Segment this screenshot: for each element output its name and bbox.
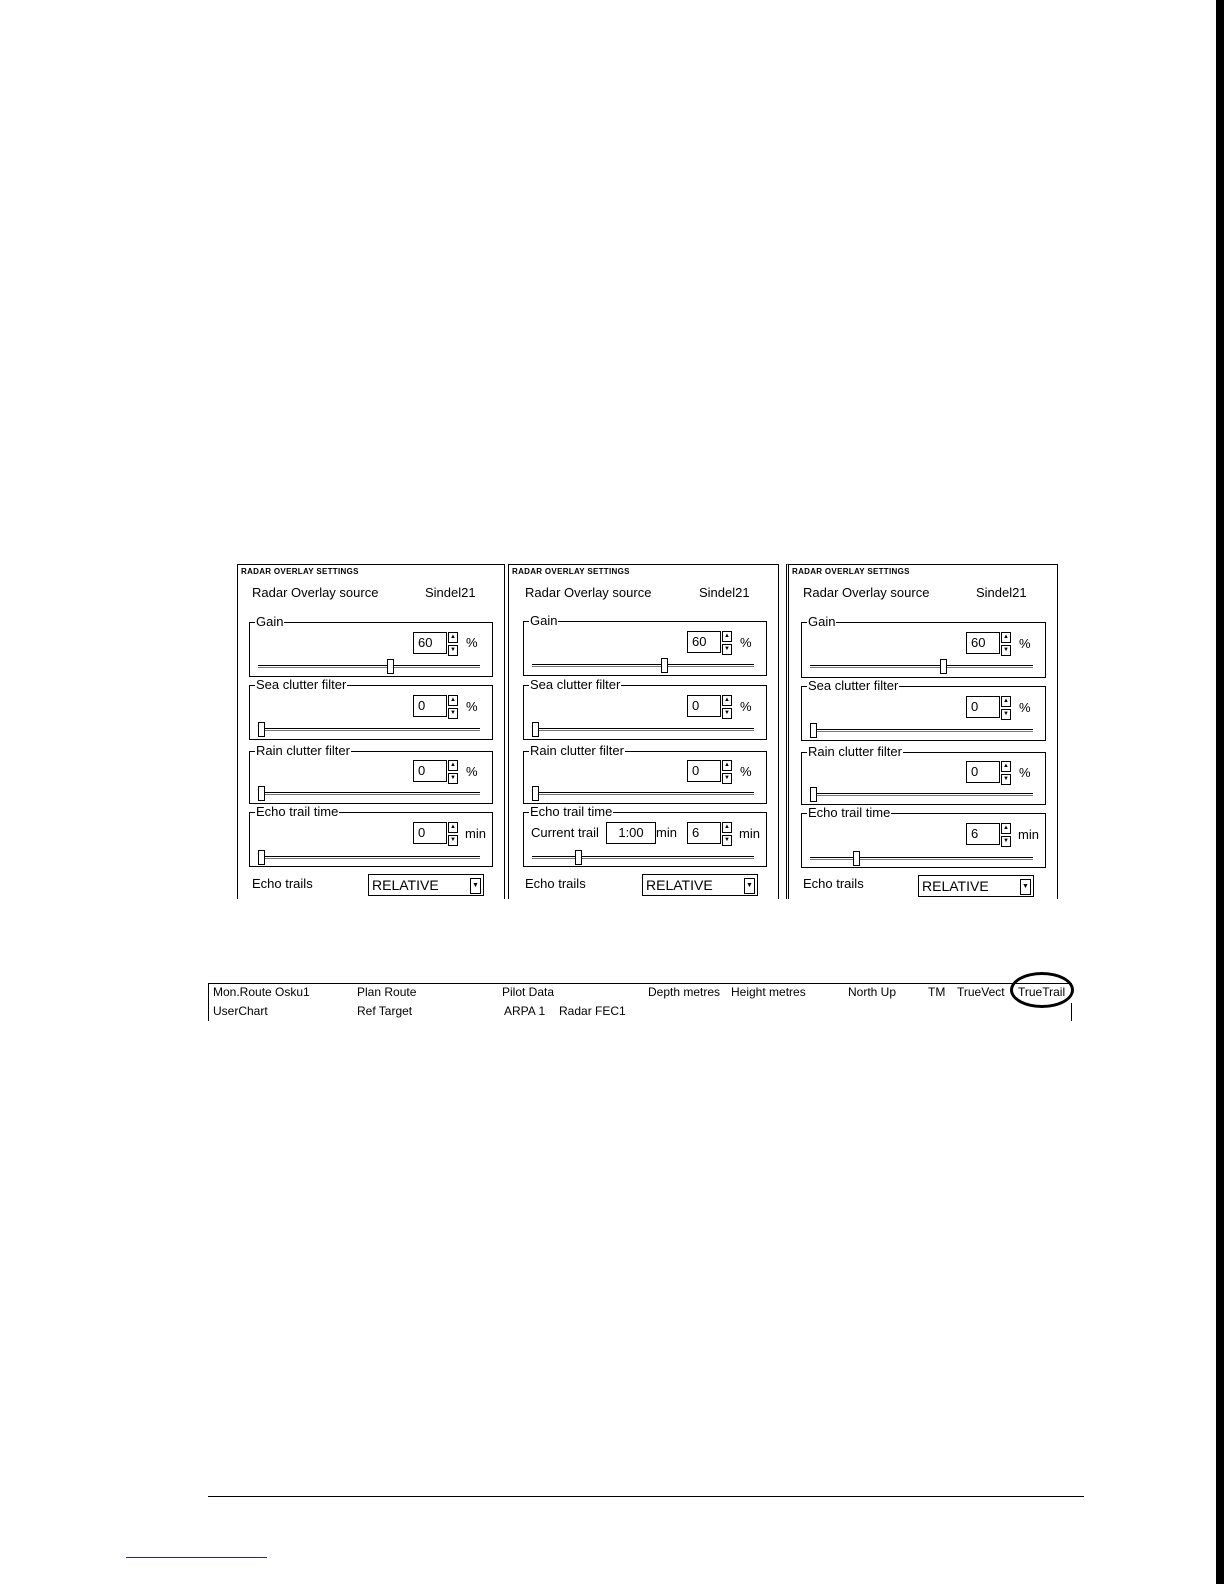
echo-trails-value: RELATIVE [646,877,713,893]
spin-down-icon[interactable]: ▼ [448,708,458,719]
gain-input[interactable]: 60 [966,632,1000,654]
rain-clutter-unit: % [1019,765,1031,780]
rain-clutter-slider-thumb[interactable] [810,787,817,802]
true-trail-label[interactable]: TrueTrail [1018,985,1066,999]
gain-input[interactable]: 60 [687,631,721,653]
pilot-data-label[interactable]: Pilot Data [502,985,555,999]
sea-clutter-label: Sea clutter filter [256,677,347,692]
current-trail-value: 1:00 [606,822,656,844]
spin-up-icon[interactable]: ▲ [722,695,732,706]
sea-clutter-slider-track[interactable] [258,728,480,731]
height-label[interactable]: Height metres [731,985,806,999]
chevron-down-icon[interactable]: ▼ [744,878,755,894]
status-bar [208,983,1072,1021]
echo-trail-time-label: Echo trail time [530,804,613,819]
sea-clutter-slider-thumb[interactable] [810,723,817,738]
radar-overlay-panel-1 [237,564,505,899]
source-value: Sindel21 [699,585,750,600]
gain-label: Gain [530,613,558,628]
rain-clutter-label: Rain clutter filter [530,743,624,758]
radar-label[interactable]: Radar FEC1 [559,1004,626,1018]
sea-clutter-group [801,678,1046,741]
status-bar-top-border [208,983,1072,984]
rain-clutter-slider-track[interactable] [532,792,754,795]
status-bar-left-border [208,983,209,1021]
rain-clutter-slider-thumb[interactable] [258,786,265,801]
sea-clutter-input[interactable]: 0 [966,696,1000,718]
gain-group [801,614,1046,678]
spin-down-icon[interactable]: ▼ [1001,645,1011,656]
rain-clutter-stepper[interactable] [722,760,732,782]
rain-clutter-slider-track[interactable] [810,793,1033,796]
sea-clutter-stepper[interactable] [1001,696,1011,718]
rain-clutter-unit: % [466,764,478,779]
spin-up-icon[interactable]: ▲ [722,822,732,833]
sea-clutter-input[interactable]: 0 [413,695,447,717]
echo-trails-label: Echo trails [803,876,864,891]
echo-trail-time-unit: min [1018,827,1039,842]
echo-trail-time-slider-track[interactable] [258,856,480,859]
echo-trails-select[interactable] [918,875,1034,897]
echo-trail-time-input[interactable]: 6 [966,823,1000,845]
gain-group [249,614,493,677]
spin-down-icon[interactable]: ▼ [722,708,732,719]
echo-trail-time-slider-thumb[interactable] [258,850,265,865]
sea-clutter-label: Sea clutter filter [530,677,621,692]
radar-overlay-panel-2 [508,564,779,899]
gain-slider-thumb[interactable] [387,659,394,674]
sea-clutter-unit: % [1019,700,1031,715]
rain-clutter-input[interactable]: 0 [413,760,447,782]
sea-clutter-slider-thumb[interactable] [258,722,265,737]
footer-link-underline [126,1557,267,1558]
source-label: Radar Overlay source [252,585,379,600]
spin-up-icon[interactable]: ▲ [448,760,458,771]
rain-clutter-group [523,743,767,804]
spin-down-icon[interactable]: ▼ [722,835,732,846]
gain-slider-thumb[interactable] [661,658,668,673]
page-edge [1216,0,1224,1584]
gain-slider-track[interactable] [532,664,754,667]
spin-down-icon[interactable]: ▼ [448,835,458,846]
sea-clutter-label: Sea clutter filter [808,678,899,693]
gain-stepper[interactable] [1001,632,1011,654]
depth-label[interactable]: Depth metres [648,985,721,999]
gain-slider-track[interactable] [810,665,1033,668]
spin-up-icon[interactable]: ▲ [448,632,458,643]
highlight-circle [1010,972,1074,1008]
footer-divider [208,1496,1084,1497]
echo-trails-value: RELATIVE [372,877,439,893]
rain-clutter-group [801,744,1046,805]
spin-up-icon[interactable]: ▲ [722,631,732,642]
gain-input[interactable]: 60 [413,632,447,654]
echo-trail-time-label: Echo trail time [256,804,339,819]
spin-up-icon[interactable]: ▲ [448,822,458,833]
echo-trail-time-input[interactable]: 6 [687,822,721,844]
sea-clutter-group [249,677,493,740]
echo-trail-time-group [523,804,767,867]
echo-trail-time-input[interactable]: 0 [413,822,447,844]
rain-clutter-stepper[interactable] [1001,761,1011,783]
echo-trail-time-slider-track[interactable] [810,857,1033,860]
gain-unit: % [740,635,752,650]
status-bar-right-border [1071,1003,1072,1021]
spin-down-icon[interactable]: ▼ [722,773,732,784]
rain-clutter-group [249,743,493,804]
spin-up-icon[interactable]: ▲ [448,695,458,706]
gain-stepper[interactable] [448,632,458,654]
panel-title: RADAR OVERLAY SETTINGS [241,567,359,576]
gain-slider-track[interactable] [258,665,480,668]
echo-trail-time-group [249,804,493,867]
echo-trail-time-unit: min [465,826,486,841]
panel-title: RADAR OVERLAY SETTINGS [512,567,630,576]
plan-route-label[interactable]: Plan Route [357,985,417,999]
gain-slider-thumb[interactable] [940,659,947,674]
spin-up-icon[interactable]: ▲ [1001,696,1011,707]
sea-clutter-slider-track[interactable] [810,729,1033,732]
echo-trail-time-stepper[interactable] [448,822,458,844]
rain-clutter-input[interactable]: 0 [687,760,721,782]
source-label: Radar Overlay source [525,585,652,600]
sea-clutter-unit: % [466,699,478,714]
chevron-down-icon[interactable]: ▼ [1020,879,1031,895]
spin-down-icon[interactable]: ▼ [1001,709,1011,720]
gain-unit: % [1019,636,1031,651]
source-label: Radar Overlay source [803,585,930,600]
rain-clutter-input[interactable]: 0 [966,761,1000,783]
rain-clutter-slider-thumb[interactable] [532,786,539,801]
rain-clutter-label: Rain clutter filter [808,744,902,759]
echo-trail-time-label: Echo trail time [808,805,891,820]
gain-unit: % [466,635,478,650]
spin-down-icon[interactable]: ▼ [1001,774,1011,785]
sea-clutter-stepper[interactable] [448,695,458,717]
echo-trails-value: RELATIVE [922,878,989,894]
echo-trail-time-stepper[interactable] [722,822,732,844]
rain-clutter-unit: % [740,764,752,779]
gain-stepper[interactable] [722,631,732,653]
sea-clutter-group [523,677,767,740]
current-trail-unit: min [656,825,677,840]
spin-down-icon[interactable]: ▼ [1001,836,1011,847]
sea-clutter-slider-thumb[interactable] [532,722,539,737]
echo-trail-time-slider-track[interactable] [532,856,754,859]
true-vect-label[interactable]: TrueVect [957,985,1005,999]
echo-trail-time-slider-thumb[interactable] [853,851,860,866]
echo-trail-time-slider-thumb[interactable] [575,850,582,865]
radar-overlay-panel-3 [786,564,1058,899]
sea-clutter-unit: % [740,699,752,714]
panel-title: RADAR OVERLAY SETTINGS [792,567,910,576]
echo-trail-time-stepper[interactable] [1001,823,1011,845]
echo-trails-label: Echo trails [252,876,313,891]
echo-trails-label: Echo trails [525,876,586,891]
spin-up-icon[interactable]: ▲ [1001,823,1011,834]
chevron-down-icon[interactable]: ▼ [470,878,481,894]
echo-trail-time-unit: min [739,826,760,841]
echo-trails-select[interactable] [368,874,484,896]
source-value: Sindel21 [976,585,1027,600]
tm-label[interactable]: TM [928,985,946,999]
user-chart-label[interactable]: UserChart [213,1004,268,1018]
gain-group [523,613,767,676]
spin-up-icon[interactable]: ▲ [722,760,732,771]
sea-clutter-stepper[interactable] [722,695,732,717]
sea-clutter-slider-track[interactable] [532,728,754,731]
spin-down-icon[interactable]: ▼ [448,773,458,784]
spin-up-icon[interactable]: ▲ [1001,761,1011,772]
echo-trail-time-group [801,805,1046,868]
spin-down-icon[interactable]: ▼ [722,644,732,655]
rain-clutter-label: Rain clutter filter [256,743,350,758]
spin-up-icon[interactable]: ▲ [1001,632,1011,643]
mon-route-label[interactable]: Mon.Route Osku1 [213,985,310,999]
sea-clutter-input[interactable]: 0 [687,695,721,717]
north-up-label[interactable]: North Up [848,985,897,999]
echo-trails-select[interactable] [642,874,758,896]
gain-label: Gain [256,614,284,629]
rain-clutter-slider-track[interactable] [258,792,480,795]
current-trail-label: Current trail [531,825,599,840]
spin-down-icon[interactable]: ▼ [448,645,458,656]
source-value: Sindel21 [425,585,476,600]
gain-label: Gain [808,614,836,629]
ref-target-label[interactable]: Ref Target [357,1004,413,1018]
rain-clutter-stepper[interactable] [448,760,458,782]
arpa-label[interactable]: ARPA 1 [504,1004,546,1018]
